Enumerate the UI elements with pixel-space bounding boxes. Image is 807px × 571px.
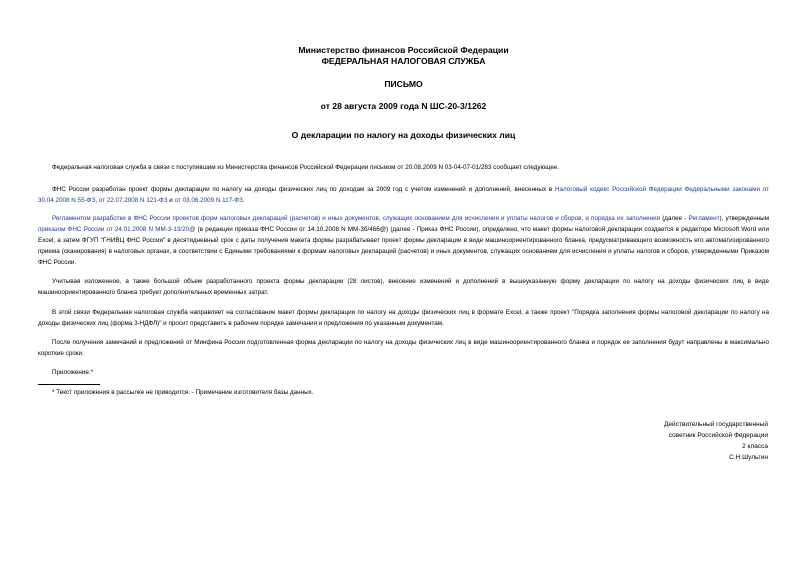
signature-line-2: советник Российской Федерации [668,432,768,439]
paragraph-1 [38,162,769,173]
paragraph-2 [38,184,769,206]
law-55-fz-link[interactable]: Федеральными законами от 30.04.2008 N 55-ФЗ [38,186,769,204]
signature-name: С.Н.Шульгин [729,454,768,461]
paragraph-6-text: После получения замечаний и предложений от Минфина России подготовленная форма декларации по налогу на доходы физических лиц в виде машиноориентированного бланка и порядок ее заполнения будут направлены в максимально короткие сроки. [38,339,769,357]
law-121-fz-link[interactable]: от 22.07.2008 N 121-ФЗ [98,197,168,204]
paragraph-6 [38,337,769,359]
paragraph-5-text: В этой связи Федеральная налоговая служба направляет на согласование макет формы декларации по налогу на доходы физических лиц в формате Excel, а также проект "Порядка заполнения формы налоговой декларации по налогу на доходы физических лиц (форма 3-НДФЛ)" и просит представить в рабочем порядке замечания и предложения по указанным документам. [38,309,769,327]
doc-type-heading: ПИСЬМО [384,79,423,89]
paragraph-1-text: Федеральная налоговая служба в связи с поступившим из Министерства финансов Российской Федерации письмом от 20.08.2009 N 03-04-07-01/283 сообщает следующее. [52,164,560,171]
law-117-fz-link[interactable]: от 03.06.2009 N 117-ФЗ [174,197,243,204]
p3-text-1: (далее - [660,215,689,222]
paragraph-4 [38,276,769,298]
p2-text-1: ФНС России разработан проект формы декларации по налогу на доходы физических лиц по доходам за 2009 год с учетом изменений и дополнений, внесенных в [52,186,555,193]
signature-line-3: 2 класса [742,443,768,450]
service-heading: ФЕДЕРАЛЬНАЯ НАЛОГОВАЯ СЛУЖБА [321,56,486,66]
order-fns-link[interactable]: приказом ФНС России от 24.01.2008 N ММ-3-13/20@ [38,226,196,233]
regulation-short-link[interactable]: Регламент [688,215,720,222]
signature-block [664,419,768,463]
footnote-divider [38,384,100,385]
p3-text-3: (в редакции приказа ФНС России от 14.10.2008 N ММ-3б/466@) (далее - Приказ ФНС России), определено, что макет формы налоговой декларации создается в редакторе Microsoft Word или Excel, а затем ФГУП "ГНИВЦ ФНС России" в десятидневный срок с даты получения макета формы разрабатывает проект формы декларации в виде машиноориентированного бланка, предусматривающего возможность его автоматизированного приема (сканирования) в налоговых органах, в соответствии с Едиными требованиями к формам налоговых деклараций (расчетов) и иных документов, служащих основанием для исчисления и уплаты налогов и сборов, утвержденными Приказом ФНС России. [38,226,769,266]
ministry-heading: Министерство финансов Российской Федерации [298,45,509,55]
p2-text-4: и [167,197,175,204]
paragraph-5 [38,307,769,329]
tax-code-link[interactable]: Налоговый кодекс Российской Федерации [555,186,682,193]
subject-heading: О декларации по налогу на доходы физических лиц [291,130,516,140]
regulation-link[interactable]: Регламентом разработки в ФНС России проектов форм налоговых деклараций (расчетов) и иных документов, служащих основанием для исчисления и уплаты налогов и сборов, и порядка их заполнения [52,215,661,222]
p2-text-5: . [242,197,245,204]
attachment-note [38,367,769,378]
paragraph-3 [38,213,769,268]
date-number-heading: от 28 августа 2009 года N ШС-20-3/1262 [320,101,487,111]
p2-text-3: , [95,197,99,204]
signature-line-1: Действительный государственный [664,421,768,428]
p3-text-2: ), утвержденным [719,215,770,222]
paragraph-4-text: Учитывая изложенное, а также большой объем разработанного проекта формы декларации (28 листов), внесение изменений и дополнений в вышеуказанную форму декларации по налогу на доходы физических лиц в виде машиноориентированного бланка требует дополнительных временных затрат. [38,278,769,296]
attachment-text: Приложение.* [52,369,94,376]
footnote [38,387,769,398]
footnote-text: * Текст приложения в рассылке не приводится. - Примечание изготовителя базы данных. [52,389,314,396]
